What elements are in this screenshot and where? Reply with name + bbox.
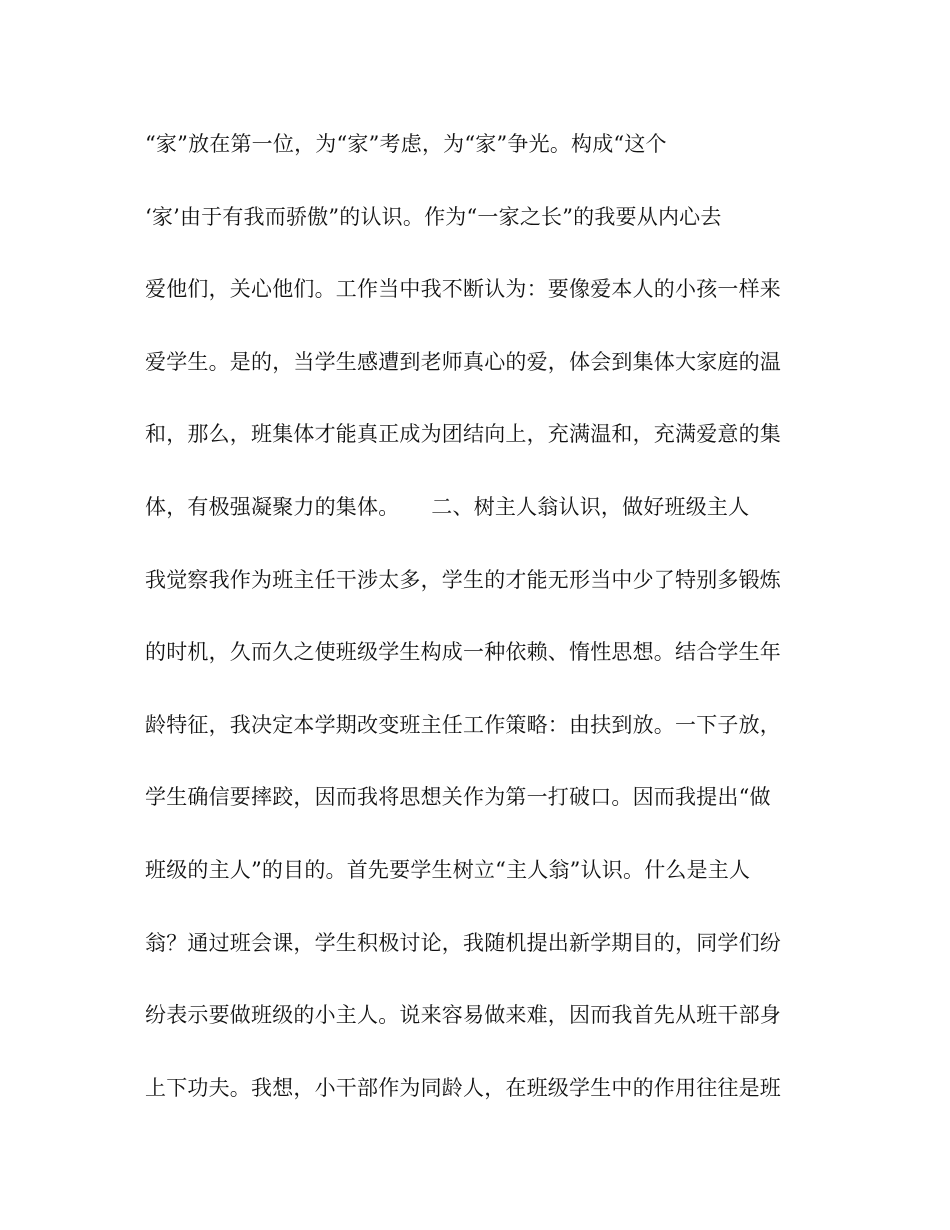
text-line: 纷表示要做班级的小主人。说来容易做来难，因而我首先从班干部身 (145, 1003, 781, 1028)
text-line: 的时机，久而久之使班级学生构成一种依赖、惰性思想。结合学生年 (145, 640, 781, 665)
text-line: 学生确信要摔跤，因而我将思想关作为第一打破口。因而我提出“做 (145, 785, 771, 810)
text-line: 翁？通过班会课，学生积极讨论，我随机提出新学期目的，同学们纷 (145, 930, 781, 955)
text-line: 和，那么，班集体才能真正成为团结向上，充满温和，充满爱意的集 (145, 422, 781, 447)
text-line: ‘家’由于有我而骄傲”的认识。作为“一家之长”的我要从内心去 (145, 204, 722, 229)
text-line: 爱他们，关心他们。工作当中我不断认为：要像爱本人的小孩一样来 (145, 277, 781, 302)
text-line: 龄特征，我决定本学期改变班主任工作策略：由扶到放。一下子放， (145, 712, 781, 737)
body-text (145, 124, 805, 1140)
text-line: 上下功夫。我想，小干部作为同龄人，在班级学生中的作用往往是班 (145, 1075, 781, 1100)
text-line: “家”放在第一位，为“家”考虑，为“家”争光。构成“这个 (145, 132, 667, 156)
text-line: 班级的主人”的目的。首先要学生树立“主人翁”认识。什么是主人 (145, 857, 751, 882)
text-line: 体，有极强凝聚力的集体。 二、树主人翁认识，做好班级主人 (145, 494, 750, 519)
text-line: 爱学生。是的，当学生感遭到老师真心的爱，体会到集体大家庭的温 (145, 349, 781, 374)
text-line: 我觉察我作为班主任干涉太多，学生的才能无形当中少了特别多锻炼 (145, 567, 781, 592)
